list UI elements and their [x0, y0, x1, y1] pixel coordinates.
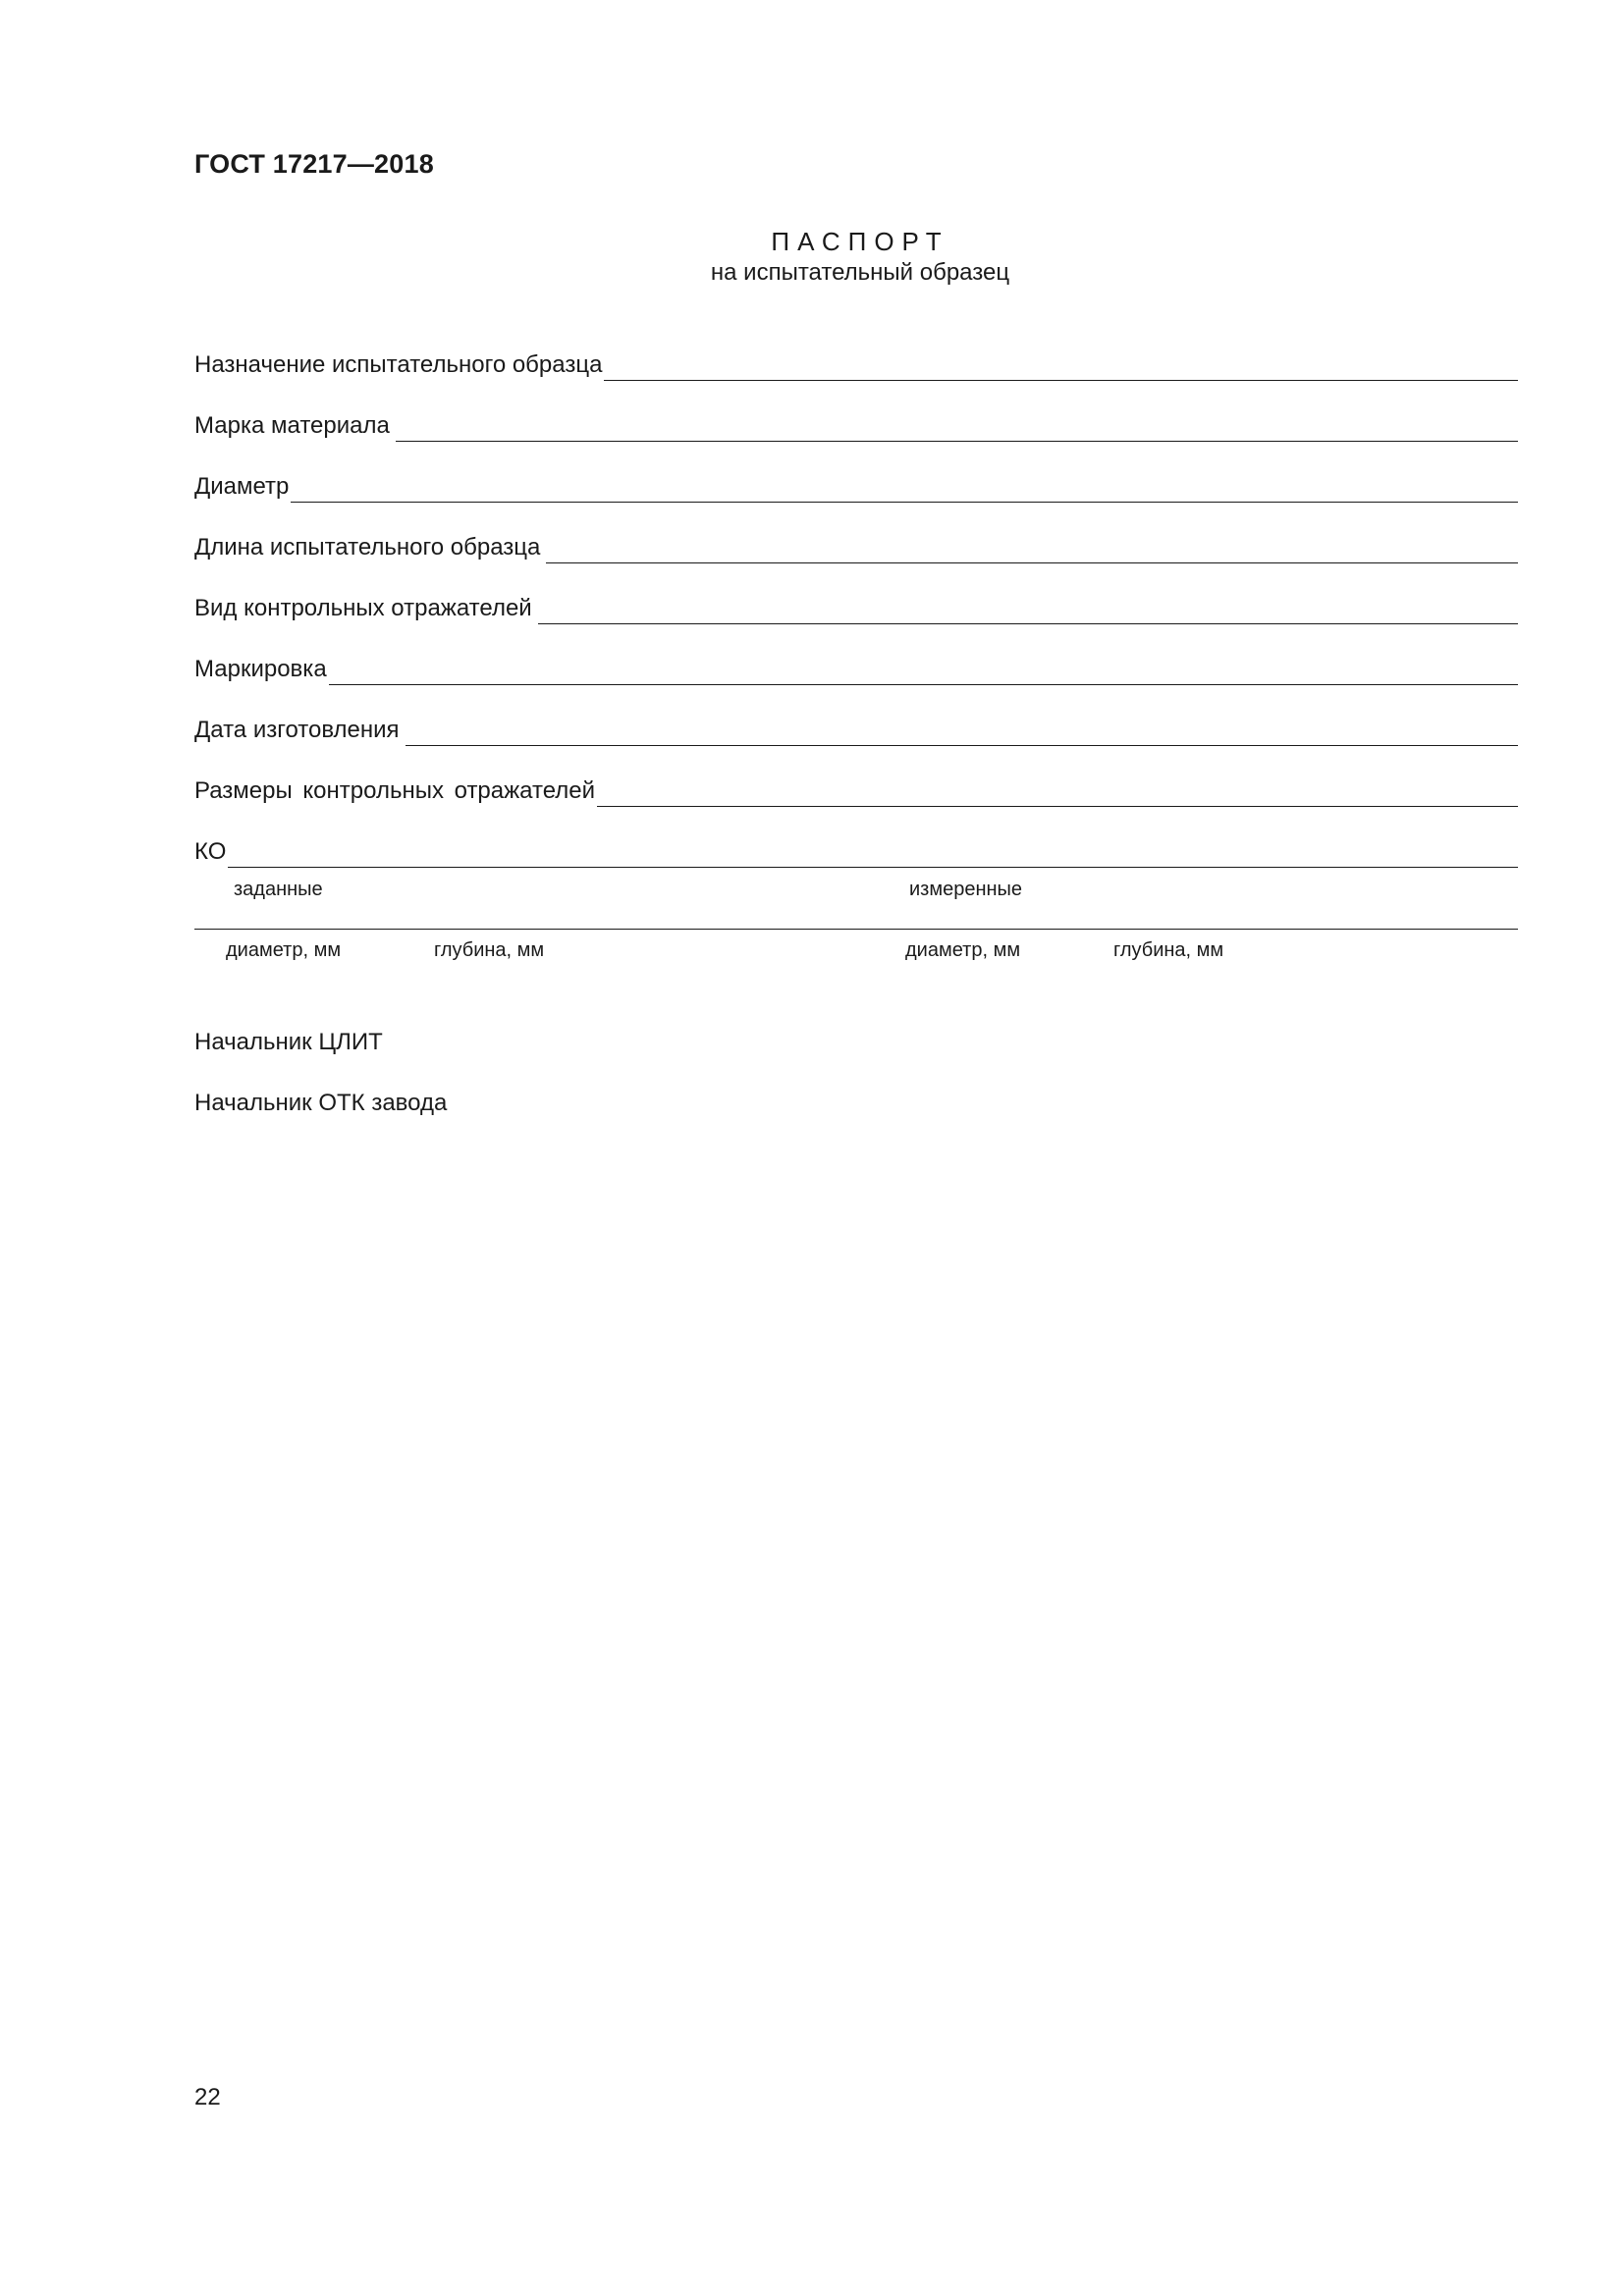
- field-purpose: [194, 347, 1518, 381]
- field-label: Марка материала: [194, 412, 390, 439]
- field-label: КО: [194, 838, 227, 865]
- field-label: Диаметр: [194, 473, 290, 500]
- signature-tslit-head: Начальник ЦЛИТ: [194, 1029, 383, 1055]
- field-blank-line[interactable]: [329, 659, 1518, 685]
- ko-caption-specified-diameter: диаметр, мм: [226, 939, 342, 961]
- ko-values-blank-line[interactable]: [194, 929, 1518, 930]
- field-blank-line[interactable]: [406, 720, 1518, 746]
- field-label: Размеры контрольных отражателей: [194, 777, 596, 804]
- ko-caption-measured: измеренные: [909, 879, 1023, 900]
- page-number: 22: [194, 2084, 221, 2110]
- field-label: Длина испытательного образца: [194, 534, 541, 561]
- field-blank-line[interactable]: [546, 537, 1518, 563]
- signature-otk-head: Начальник ОТК завода: [194, 1090, 448, 1116]
- ko-caption-specified: заданные: [234, 879, 323, 900]
- ko-caption-specified-depth: глубина, мм: [434, 939, 545, 961]
- standard-code: ГОСТ 17217—2018: [194, 149, 434, 179]
- ko-caption-measured-depth: глубина, мм: [1113, 939, 1224, 961]
- field-ko: [194, 834, 1518, 868]
- field-label: Вид контрольных отражателей: [194, 595, 532, 621]
- field-blank-line[interactable]: [538, 598, 1518, 624]
- field-manufacture-date: [194, 713, 1518, 746]
- ko-caption-measured-diameter: диаметр, мм: [905, 939, 1021, 961]
- field-material-grade: [194, 408, 1518, 442]
- field-diameter: [194, 469, 1518, 503]
- document-subtitle: на испытательный образец: [710, 259, 1010, 286]
- field-reflector-type: [194, 591, 1518, 624]
- field-blank-line[interactable]: [396, 415, 1518, 442]
- field-label: Назначение испытательного образца: [194, 351, 603, 378]
- field-blank-line[interactable]: [597, 780, 1518, 807]
- field-reflector-dimensions: [194, 774, 1518, 807]
- document-title: ПАСПОРТ: [771, 227, 949, 256]
- field-label: Маркировка: [194, 656, 327, 682]
- field-sample-length: [194, 530, 1518, 563]
- field-blank-line[interactable]: [291, 476, 1518, 503]
- field-label: Дата изготовления: [194, 717, 400, 743]
- field-blank-line[interactable]: [228, 841, 1518, 868]
- field-blank-line[interactable]: [604, 354, 1518, 381]
- field-marking: [194, 652, 1518, 685]
